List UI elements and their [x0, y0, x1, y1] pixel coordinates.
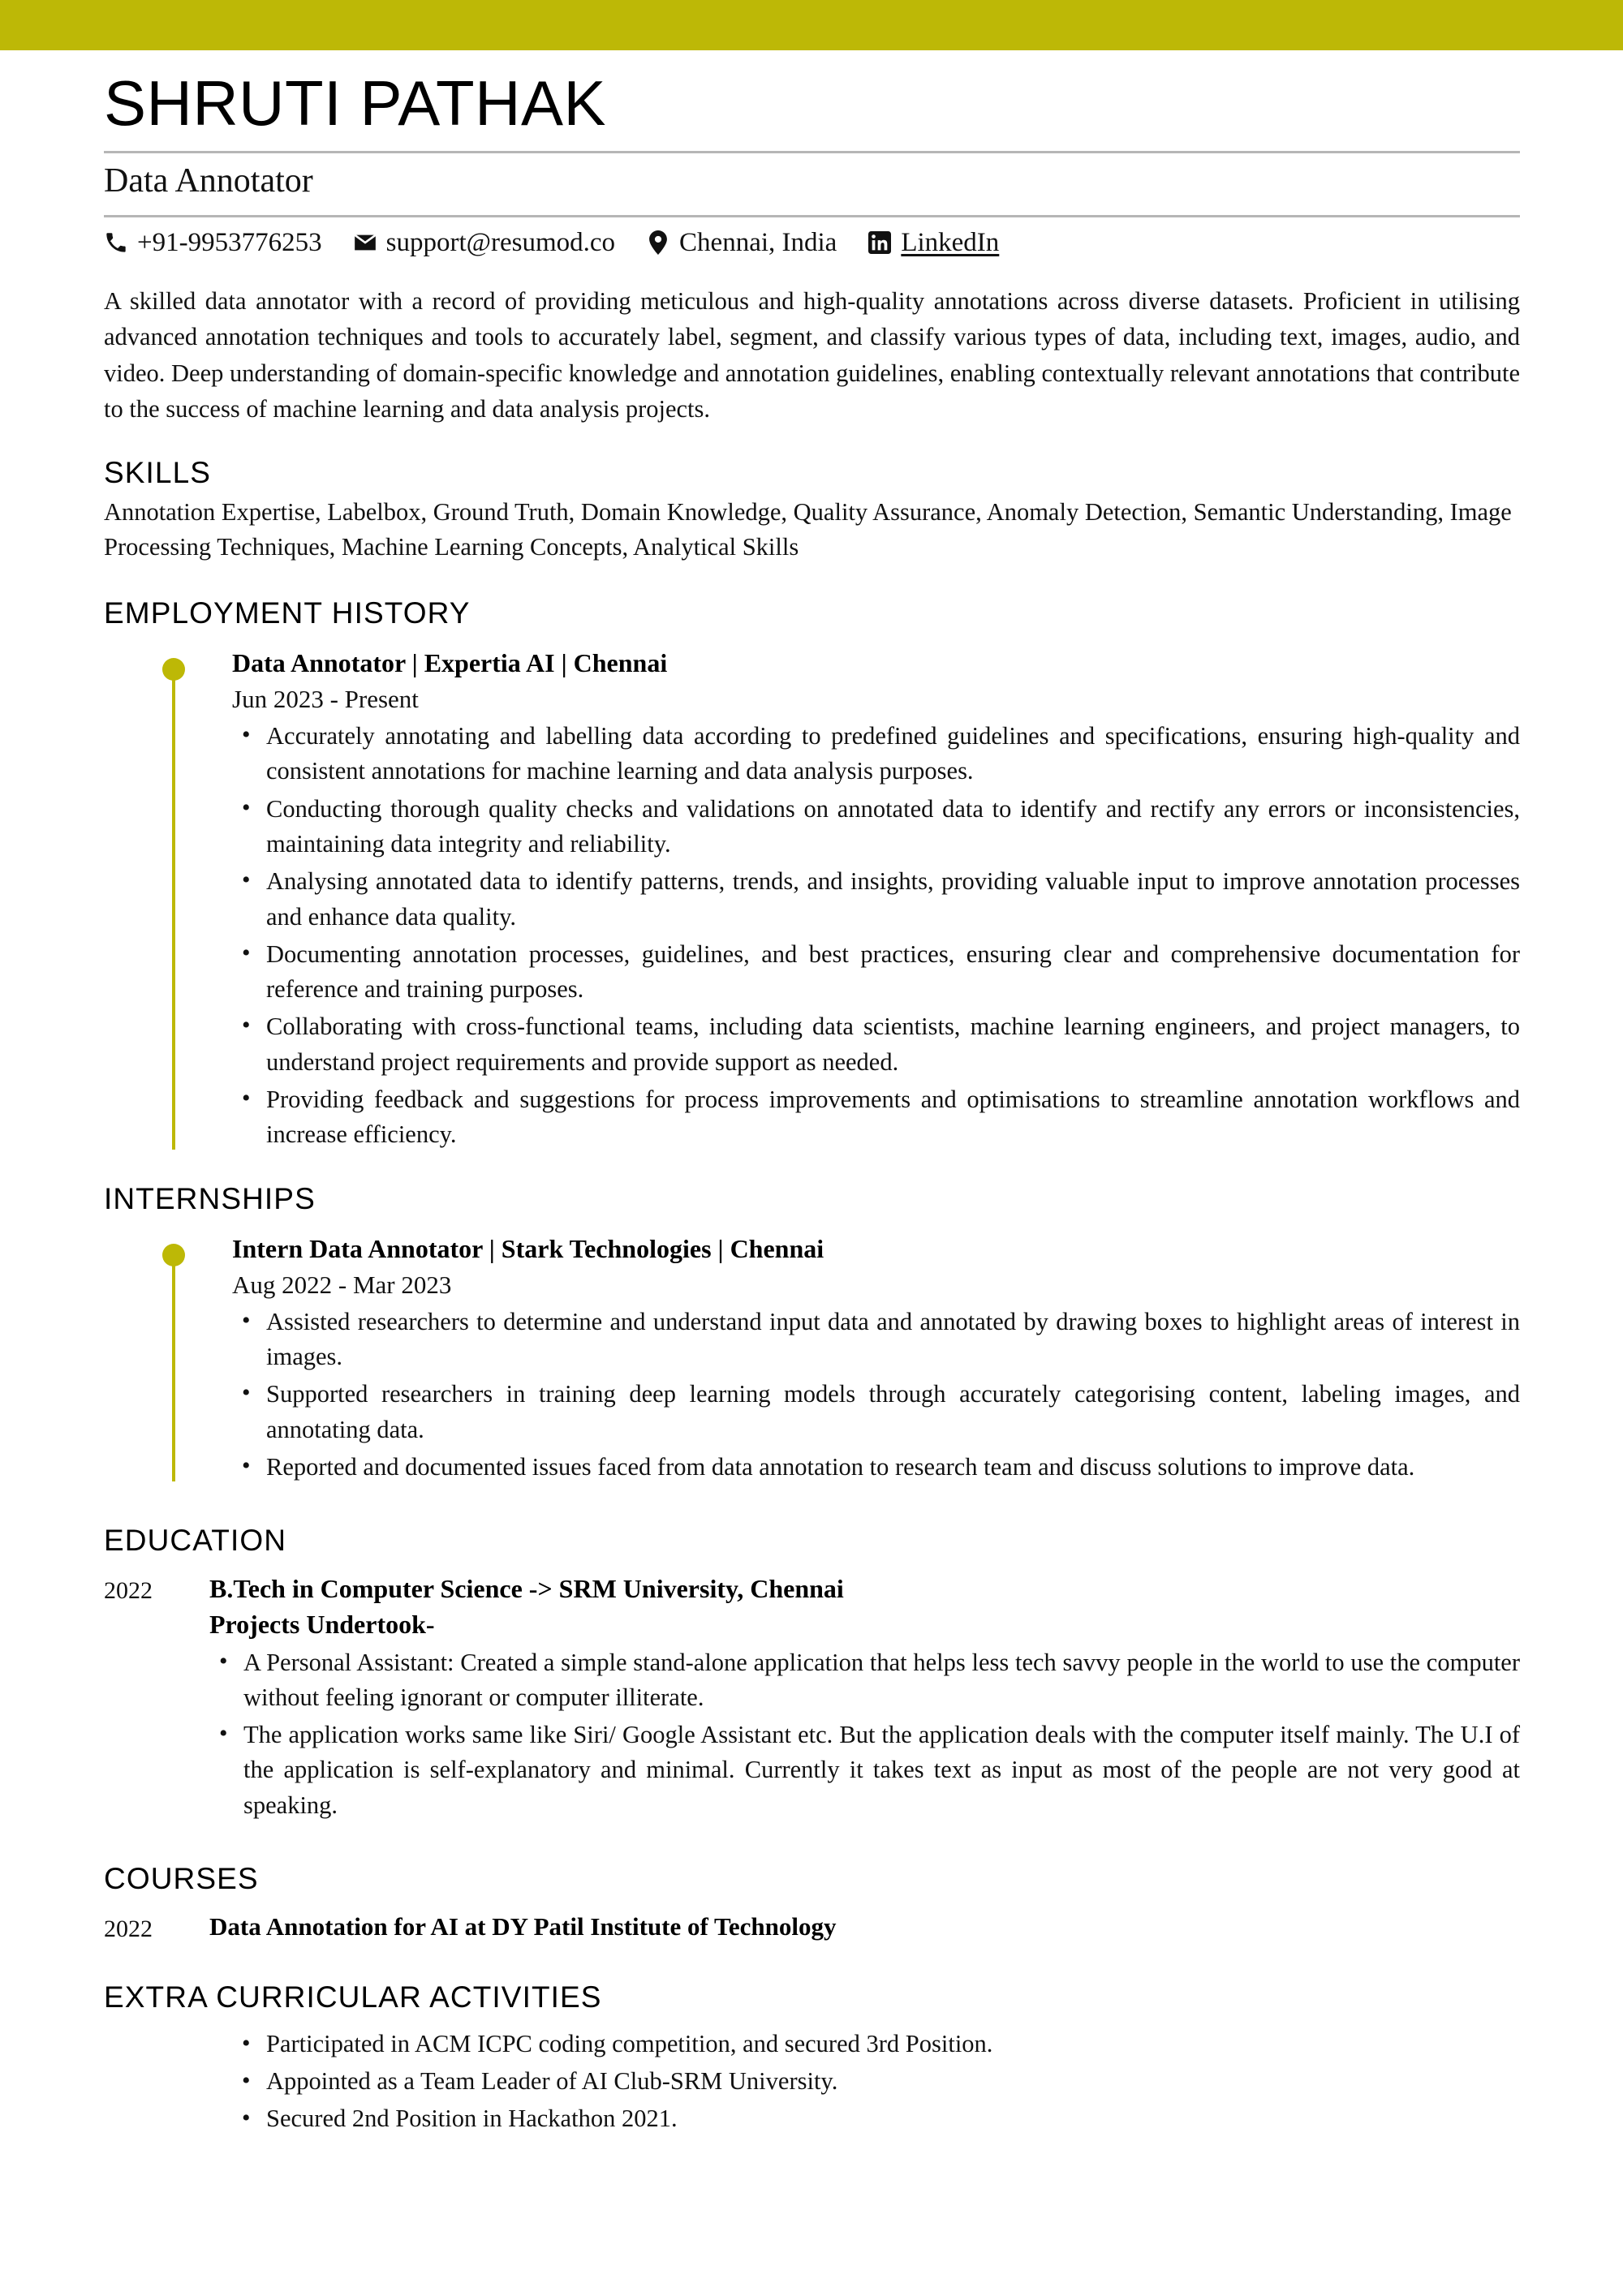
list-item: • Documenting annotation processes, guidelines, and best practices, ensuring clear and comprehensive documentation for reference and training purposes. [266, 937, 1520, 1008]
extra-curricular-bullets [104, 2026, 1520, 2137]
resume-content [104, 50, 1520, 2137]
list-item: • A Personal Assistant: Created a simple stand-alone application that helps less tech savvy people in the world to use the computer without feeling ignorant or computer illiterate. [243, 1645, 1520, 1716]
timeline-line [172, 1265, 175, 1482]
divider-under-job-title [104, 215, 1520, 217]
education-entry [104, 1572, 1520, 1823]
linkedin-text[interactable]: LinkedIn [901, 228, 1000, 258]
candidate-job-title: Data Annotator [104, 161, 313, 200]
section-heading-employment: EMPLOYMENT HISTORY [104, 595, 471, 630]
list-item: • Participated in ACM ICPC coding competition, and secured 3rd Position. [266, 2026, 1520, 2063]
section-heading-internships: INTERNSHIPS [104, 1181, 316, 1215]
education-body [209, 1572, 1520, 1823]
education-year: 2022 [104, 1577, 153, 1605]
employment-date: Jun 2023 - Present [232, 684, 419, 713]
list-item: • Assisted researchers to determine and understand input data and annotated by drawing boxes to highlight areas of interest in images. [266, 1305, 1520, 1375]
location-text: Chennai, India [679, 228, 837, 258]
contact-row [104, 229, 1520, 256]
internship-date: Aug 2022 - Mar 2023 [232, 1270, 452, 1299]
list-item: • Secured 2nd Position in Hackathon 2021. [266, 2100, 1520, 2138]
list-item: • Supported researchers in training deep learning models through accurately categorising content, labeling images, and annotating data. [266, 1377, 1520, 1447]
employment-title: Data Annotator | Expertia AI | Chennai [232, 647, 668, 677]
map-pin-icon [646, 230, 670, 255]
list-item: • Providing feedback and suggestions for process improvements and optimisations to streamline annotation workflows and increase efficiency. [266, 1082, 1520, 1153]
contact-email[interactable] [353, 229, 615, 256]
list-item: • Conducting thorough quality checks and validations on annotated data to identify and rectify any errors or inconsistencies, maintaining data integrity and reliability. [266, 792, 1520, 862]
education-degree: B.Tech in Computer Science -> SRM University, Chennai [209, 1574, 844, 1604]
internship-entry [104, 1232, 1520, 1486]
list-item: • Appointed as a Team Leader of AI Club-SRM University. [266, 2063, 1520, 2100]
list-item: • The application works same like Siri/ Google Assistant etc. But the application deals with the computer itself mainly. The U.I of the application is self-explanatory and minimal. Currently it takes text as input as most of the people are not very good at speaking. [243, 1718, 1520, 1823]
section-heading-extra-curricular: EXTRA CURRICULAR ACTIVITIES [104, 1980, 602, 2014]
course-body [209, 1911, 1520, 1945]
education-bullets [209, 1645, 1520, 1823]
skills-list: Annotation Expertise, Labelbox, Ground Truth, Domain Knowledge, Quality Assurance, Anomaly Detection, Semantic Understanding, Image Processing Techniques, Machine Learning Concepts, Analytical Skills [104, 498, 1512, 561]
contact-location [646, 229, 837, 256]
envelope-icon [353, 230, 377, 255]
education-projects-label: Projects Undertook- [209, 1609, 435, 1639]
list-item: • Accurately annotating and labelling data according to predefined guidelines and specifications, ensuring high-quality and consistent annotations for machine learning and data analysis purposes. [266, 719, 1520, 789]
email-text: support@resumod.co [385, 228, 616, 258]
list-item: • Reported and documented issues faced from data annotation to research team and discuss solutions to improve data. [266, 1450, 1520, 1485]
section-heading-skills: SKILLS [104, 456, 212, 490]
candidate-name: SHRUTI PATHAK [104, 67, 606, 139]
internship-title: Intern Data Annotator | Stark Technologies | Chennai [232, 1233, 824, 1263]
divider-under-name [104, 151, 1520, 153]
phone-icon [104, 230, 128, 255]
course-year: 2022 [104, 1915, 153, 1943]
timeline-line [172, 679, 175, 1150]
course-title: Data Annotation for AI at DY Patil Institute of Technology [209, 1912, 837, 1941]
professional-summary: A skilled data annotator with a record of providing meticulous and high-quality annotations across diverse datasets. Proficient in utilising advanced annotation techniques and tools to accurately label, segment, and classify various types of data, including text, images, audio, and video. Deep understanding of domain-specific knowledge and annotation guidelines, enabling contextually relevant annotations that contribute to the success of machine learning and data analysis projects. [104, 287, 1520, 423]
timeline-dot-icon [162, 658, 185, 681]
section-heading-courses: COURSES [104, 1862, 259, 1896]
linkedin-icon [867, 230, 892, 255]
contact-phone[interactable] [104, 229, 322, 256]
list-item: • Collaborating with cross-functional teams, including data scientists, machine learning engineers, and project managers, to understand project requirements and provide support as needed. [266, 1009, 1520, 1080]
internship-bullets [232, 1305, 1520, 1485]
phone-text: +91-9953776253 [137, 228, 322, 258]
timeline-dot-icon [162, 1244, 185, 1266]
course-entry [104, 1911, 1520, 1945]
employment-entry [104, 647, 1520, 1153]
employment-bullets [232, 719, 1520, 1153]
contact-linkedin[interactable] [867, 229, 999, 256]
section-heading-education: EDUCATION [104, 1524, 287, 1558]
top-accent-bar [0, 0, 1623, 50]
list-item: • Analysing annotated data to identify patterns, trends, and insights, providing valuable input to improve annotation processes and enhance data quality. [266, 864, 1520, 935]
